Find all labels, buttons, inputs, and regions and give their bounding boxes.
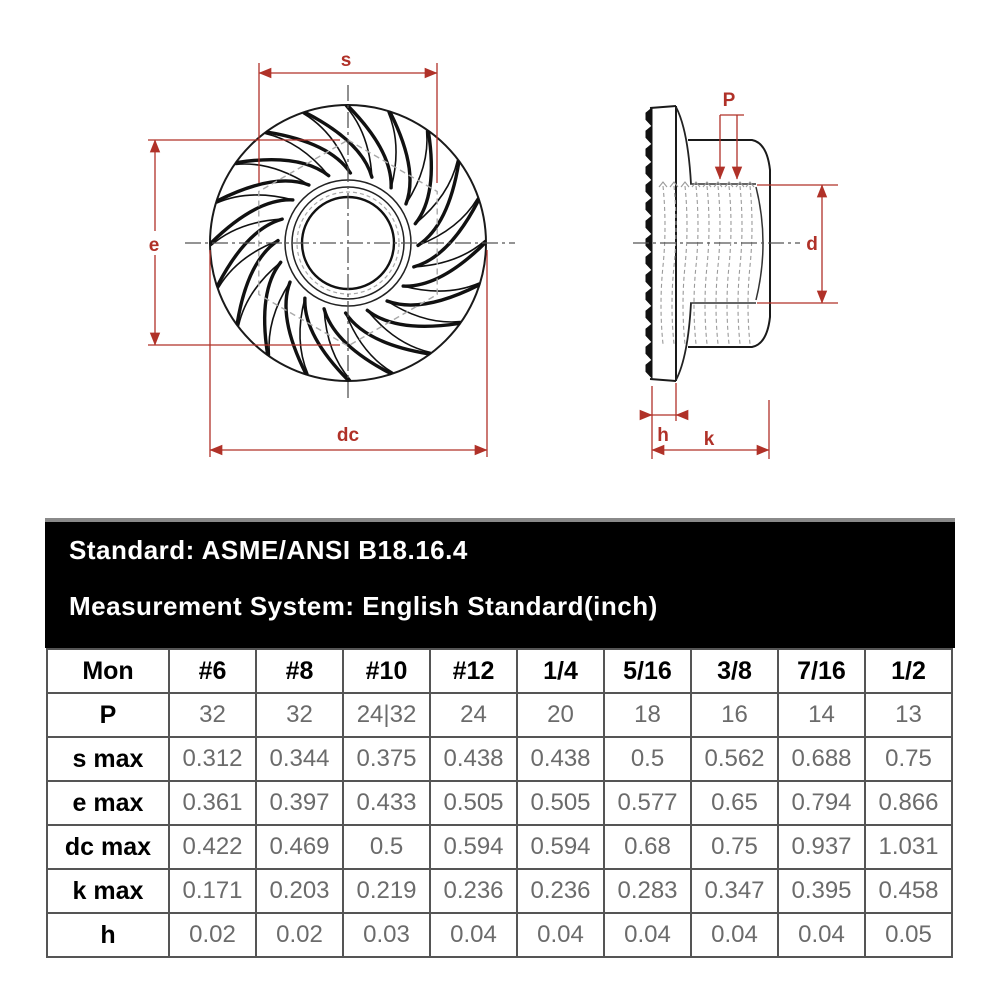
side-view [633, 90, 838, 459]
dim-label-dc: dc [336, 425, 360, 446]
value-cell: 0.794 [778, 781, 865, 825]
column-header: #6 [169, 649, 256, 693]
value-cell: 0.344 [256, 737, 343, 781]
value-cell: 0.422 [169, 825, 256, 869]
value-cell: 0.203 [256, 869, 343, 913]
row-label-cell: e max [47, 781, 169, 825]
dim-label-h: h [657, 425, 669, 446]
value-cell: 0.68 [604, 825, 691, 869]
value-cell: 0.219 [343, 869, 430, 913]
value-cell: 0.236 [430, 869, 517, 913]
size-column-header: Mon [47, 649, 169, 693]
standard-header-box [45, 518, 955, 648]
value-cell: 0.5 [343, 825, 430, 869]
row-label-cell: s max [47, 737, 169, 781]
value-cell: 0.283 [604, 869, 691, 913]
value-cell: 0.02 [256, 913, 343, 957]
value-cell: 0.397 [256, 781, 343, 825]
front-view [145, 50, 515, 457]
value-cell: 24 [430, 693, 517, 737]
value-cell: 0.594 [517, 825, 604, 869]
dim-h [645, 383, 684, 459]
row-label-cell: k max [47, 869, 169, 913]
value-cell: 0.438 [517, 737, 604, 781]
column-header: #10 [343, 649, 430, 693]
value-cell: 0.562 [691, 737, 778, 781]
table-row [47, 869, 952, 913]
table-row [47, 781, 952, 825]
value-cell: 0.469 [256, 825, 343, 869]
value-cell: 0.505 [517, 781, 604, 825]
value-cell: 0.04 [691, 913, 778, 957]
value-cell: 16 [691, 693, 778, 737]
spec-table-head [47, 649, 952, 693]
value-cell: 0.03 [343, 913, 430, 957]
standard-line: Standard: ASME/ANSI B18.16.4 [69, 535, 468, 565]
row-label-cell: dc max [47, 825, 169, 869]
value-cell: 0.505 [430, 781, 517, 825]
value-cell: 0.02 [169, 913, 256, 957]
table-row [47, 913, 952, 957]
column-header: 1/4 [517, 649, 604, 693]
value-cell: 0.312 [169, 737, 256, 781]
row-label-cell: P [47, 693, 169, 737]
value-cell: 0.04 [778, 913, 865, 957]
row-label-cell: h [47, 913, 169, 957]
value-cell: 0.75 [691, 825, 778, 869]
value-cell: 0.438 [430, 737, 517, 781]
value-cell: 0.688 [778, 737, 865, 781]
table-row [47, 825, 952, 869]
value-cell: 0.04 [604, 913, 691, 957]
dim-p [720, 115, 744, 179]
dim-label-d: d [806, 234, 818, 255]
column-header: #8 [256, 649, 343, 693]
column-header: 1/2 [865, 649, 952, 693]
value-cell: 0.75 [865, 737, 952, 781]
internal-threads [659, 182, 754, 344]
spec-table-body [47, 693, 952, 957]
value-cell: 32 [169, 693, 256, 737]
value-cell: 0.5 [604, 737, 691, 781]
value-cell: 0.171 [169, 869, 256, 913]
column-header: 5/16 [604, 649, 691, 693]
column-header: 7/16 [778, 649, 865, 693]
value-cell: 0.458 [865, 869, 952, 913]
spec-table [46, 648, 953, 958]
dim-label-e: e [148, 235, 160, 256]
value-cell: 0.395 [778, 869, 865, 913]
value-cell: 0.04 [430, 913, 517, 957]
dim-label-s: s [340, 50, 352, 71]
value-cell: 0.347 [691, 869, 778, 913]
table-row [47, 693, 952, 737]
value-cell: 0.375 [343, 737, 430, 781]
value-cell: 0.433 [343, 781, 430, 825]
value-cell: 1.031 [865, 825, 952, 869]
value-cell: 0.866 [865, 781, 952, 825]
value-cell: 0.236 [517, 869, 604, 913]
spec-header-row [47, 649, 952, 693]
value-cell: 32 [256, 693, 343, 737]
value-cell: 0.594 [430, 825, 517, 869]
dim-label-k: k [703, 429, 715, 450]
column-header: #12 [430, 649, 517, 693]
value-cell: 0.937 [778, 825, 865, 869]
measurement-line: Measurement System: English Standard(inch) [69, 591, 658, 621]
value-cell: 18 [604, 693, 691, 737]
table-row [47, 737, 952, 781]
value-cell: 0.65 [691, 781, 778, 825]
value-cell: 13 [865, 693, 952, 737]
value-cell: 14 [778, 693, 865, 737]
value-cell: 24|32 [343, 693, 430, 737]
value-cell: 0.361 [169, 781, 256, 825]
dim-label-p: P [722, 90, 736, 111]
column-header: 3/8 [691, 649, 778, 693]
value-cell: 0.04 [517, 913, 604, 957]
value-cell: 20 [517, 693, 604, 737]
value-cell: 0.05 [865, 913, 952, 957]
value-cell: 0.577 [604, 781, 691, 825]
